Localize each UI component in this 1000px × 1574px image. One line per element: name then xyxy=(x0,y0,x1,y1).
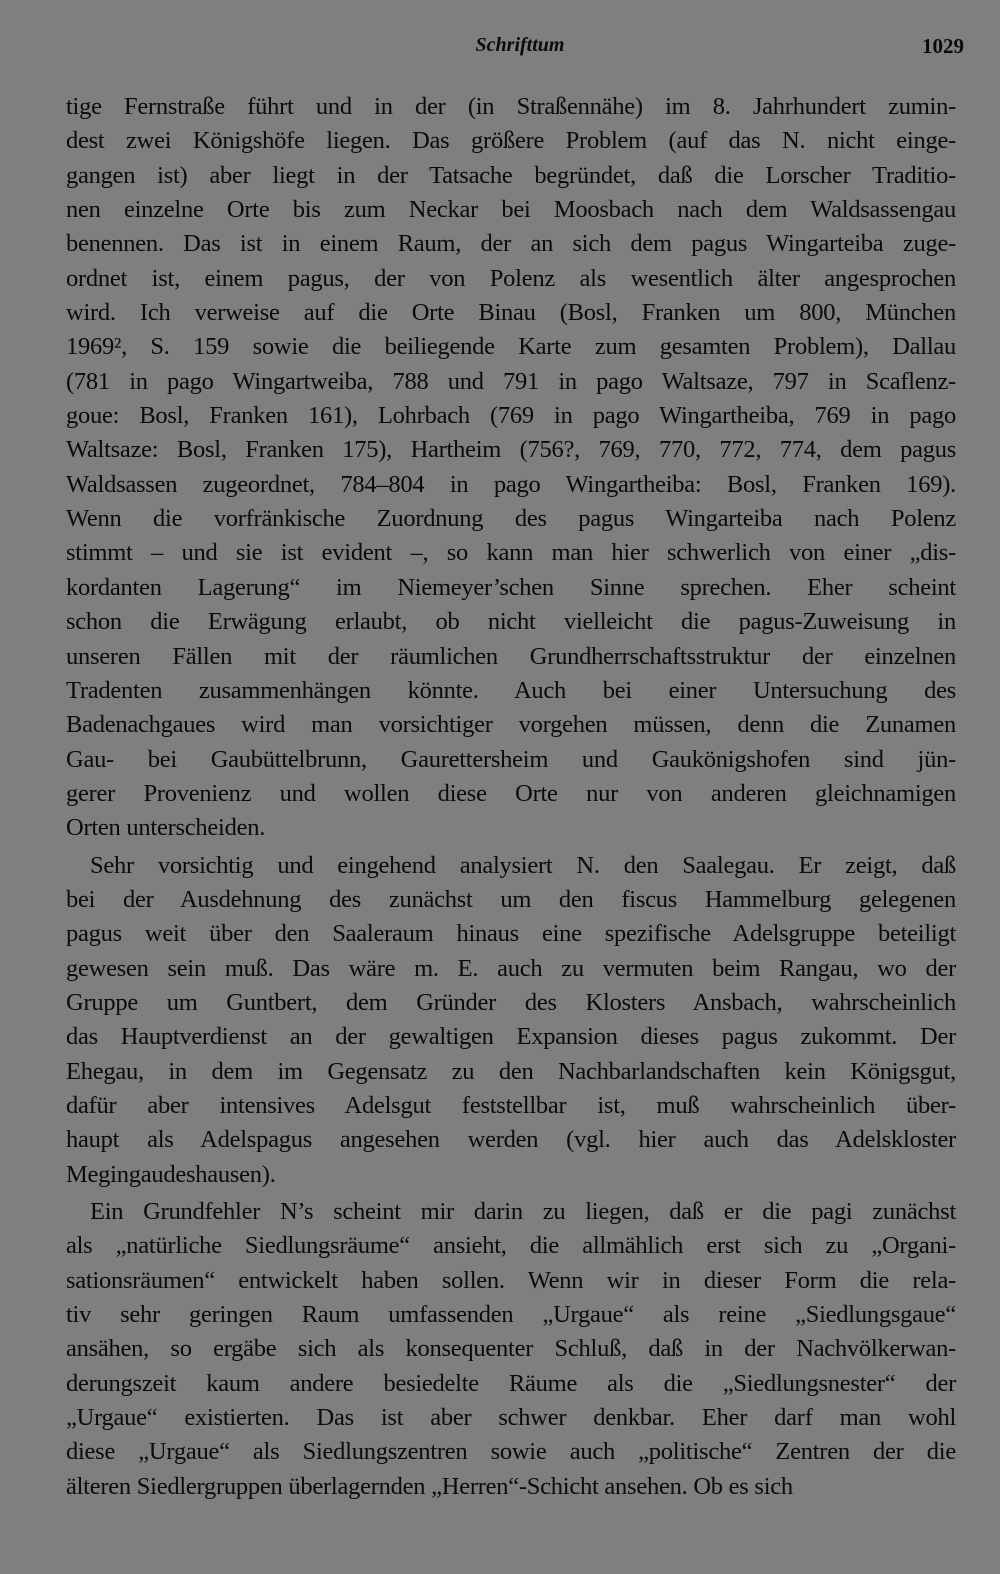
text-line: stimmt – und sie ist evident –, so kann man hier schwerlich von einer „dis- xyxy=(66,539,956,567)
running-title: Schrifttum xyxy=(475,34,565,56)
text-line: Ein Grundfehler N’s scheint mir darin zu liegen, daß er die pagi zunächst xyxy=(90,1198,956,1225)
text-line: Ehegau, in dem im Gegensatz zu den Nachbarlandschaften kein Königsgut, xyxy=(66,1057,956,1085)
text-line: Gruppe um Guntbert, dem Gründer des Klosters Ansbach, wahrscheinlich xyxy=(66,988,956,1016)
text-line: Sehr vorsichtig und eingehend analysiert N. den Saalegau. Er zeigt, daß xyxy=(90,851,956,879)
text-line: dafür aber intensives Adelsgut feststellbar ist, muß wahrscheinlich über- xyxy=(66,1091,956,1119)
text-line: Megingaudeshausen). xyxy=(66,1160,276,1188)
text-line: kordanten Lagerung“ im Niemeyer’schen Sinne sprechen. Eher scheint xyxy=(66,573,956,601)
text-line: bei der Ausdehnung des zunächst um den fiscus Hammelburg gelegenen xyxy=(66,885,956,913)
text-line: haupt als Adelspagus angesehen werden (vgl. hier auch das Adelskloster xyxy=(66,1126,956,1154)
text-line: nen einzelne Orte bis zum Neckar bei Moosbach nach dem Waldsassengau xyxy=(66,196,956,224)
text-line: das Hauptverdienst an der gewaltigen Expansion dieses pagus zukommt. Der xyxy=(66,1023,956,1051)
text-line: schon die Erwägung erlaubt, ob nicht vielleicht die pagus-Zuweisung in xyxy=(66,608,956,636)
text-line: wird. Ich verweise auf die Orte Binau (Bosl, Franken um 800, München xyxy=(66,299,956,327)
text-line: ansähen, so ergäbe sich als konsequenter Schluß, daß in der Nachvölkerwan- xyxy=(66,1335,956,1363)
text-line: gewesen sein muß. Das wäre m. E. auch zu vermuten beim Rangau, wo der xyxy=(66,954,956,982)
text-line: Gau- bei Gaubüttelbrunn, Gaurettersheim und Gaukönigshofen sind jün- xyxy=(66,745,956,773)
text-line: pagus weit über den Saaleraum hinaus eine spezifische Adelsgruppe beteiligt xyxy=(66,920,956,948)
text-line: Tradenten zusammenhängen könnte. Auch bei einer Untersuchung des xyxy=(66,676,956,704)
text-line: dest zwei Königshöfe liegen. Das größere Problem (auf das N. nicht einge- xyxy=(66,127,956,155)
text-line: sationsräumen“ entwickelt haben sollen. Wenn wir in dieser Form die rela- xyxy=(66,1266,956,1294)
text-line: derungszeit kaum andere besiedelte Räume als die „Siedlungsnester“ der xyxy=(66,1369,956,1397)
text-line: Orten unterscheiden. xyxy=(66,814,266,842)
text-line: älteren Siedlergruppen überlagernden „Herren“-Schicht ansehen. Ob es sich xyxy=(66,1472,793,1500)
text-line: tiv sehr geringen Raum umfassenden „Urgaue“ als reine „Siedlungsgaue“ xyxy=(66,1301,956,1329)
text-line: goue: Bosl, Franken 161), Lohrbach (769 in pago Wingartheiba, 769 in pago xyxy=(66,402,956,430)
text-line: (781 in pago Wingartweiba, 788 und 791 in pago Waltsaze, 797 in Scaflenz- xyxy=(66,367,956,395)
text-line: diese „Urgaue“ als Siedlungszentren sowie auch „politische“ Zentren der die xyxy=(66,1438,956,1466)
paragraph xyxy=(66,1195,956,1504)
text-line: Wenn die vorfränkische Zuordnung des pagus Wingarteiba nach Polenz xyxy=(66,505,956,533)
paragraph xyxy=(66,90,956,846)
text-line: gangen ist) aber liegt in der Tatsache begründet, daß die Lorscher Traditio- xyxy=(66,161,956,189)
running-header xyxy=(0,34,1000,64)
text-line: Badenachgaues wird man vorsichtiger vorgehen müssen, denn die Zunamen xyxy=(66,711,956,739)
text-line: als „natürliche Siedlungsräume“ ansieht, die allmählich erst sich zu „Organi- xyxy=(66,1232,956,1260)
text-line: Waltsaze: Bosl, Franken 175), Hartheim (756?, 769, 770, 772, 774, dem pagus xyxy=(66,436,956,464)
text-line: benennen. Das ist in einem Raum, der an sich dem pagus Wingarteiba zuge- xyxy=(66,230,956,258)
paragraph xyxy=(66,849,956,1192)
text-line: tige Fernstraße führt und in der (in Straßennähe) im 8. Jahrhundert zumin- xyxy=(66,93,956,120)
text-line: ordnet ist, einem pagus, der von Polenz als wesentlich älter angesprochen xyxy=(66,264,956,292)
text-line: unseren Fällen mit der räumlichen Grundherrschaftsstruktur der einzelnen xyxy=(66,642,956,670)
text-line: „Urgaue“ existierten. Das ist aber schwer denkbar. Eher darf man wohl xyxy=(66,1404,956,1432)
body-text xyxy=(66,90,956,1504)
page-number: 1029 xyxy=(922,34,964,58)
text-line: Waldsassen zugeordnet, 784–804 in pago Wingartheiba: Bosl, Franken 169). xyxy=(66,470,956,498)
text-line: gerer Provenienz und wollen diese Orte nur von anderen gleichnamigen xyxy=(66,779,956,807)
text-line: 1969², S. 159 sowie die beiliegende Karte zum gesamten Problem), Dallau xyxy=(66,333,956,361)
